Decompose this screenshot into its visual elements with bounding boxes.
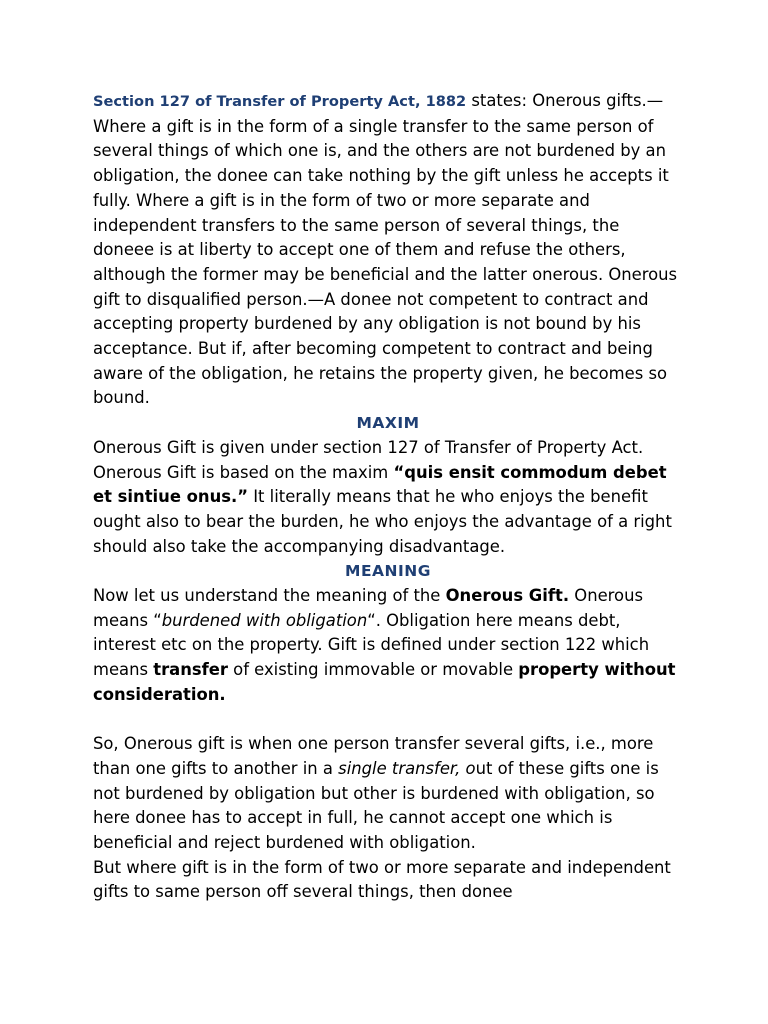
maxim-text-c: It literally means that he who enjoys the benefit ought also to bear the burden, he who enjoys the advantage of a right should also take the accompanying disadvantage. — [93, 487, 672, 556]
meaning-paragraph — [93, 584, 683, 708]
intro-paragraph — [93, 89, 683, 411]
explanation-text-c: ut of these gifts one is not burdened by obligation but other is burdened with obligation, so here donee has to accept in full, he cannot accept one which is beneficial and reject burdened with obligation. — [93, 758, 659, 853]
meaning-text-c: Onerous means “ — [93, 586, 643, 630]
section-link[interactable]: Section 127 of Transfer of Property Act, 1882 — [93, 93, 467, 110]
meaning-text-g: of existing immovable or movable — [227, 660, 519, 680]
meaning-heading: MEANING — [345, 562, 431, 581]
maxim-text-a: Onerous Gift is given under section 127 of Transfer of Property Act. Onerous Gift is based on the maxim — [93, 437, 644, 482]
intro-text: states: Onerous gifts.—Where a gift is in the form of a single transfer to the same person of several things of which one is, and the others are not burdened by an obligation, the donee can take nothing by the gift unless he accepts it fully. Where a gift is in the form of two or more separate and independent transfers to the same person of several things, the doneee is at liberty to accept one of them and refuse the others, although the former may be beneficial and the latter onerous. Onerous gift to disqualified person.—A donee not competent to contract and accepting property burdened by any obligation is not bound by his acceptance. But if, after becoming competent to contract and being aware of the obligation, he retains the property given, he becomes so bound. — [93, 91, 678, 408]
explanation-text-a: So, Onerous gift is when one person transfer several gifts, i.e., more than one gifts to another in a — [93, 734, 654, 778]
meaning-text-a: Now let us understand the meaning of the — [93, 586, 446, 606]
paragraph-gap — [93, 708, 683, 733]
meaning-bold-transfer: transfer — [153, 660, 228, 680]
meaning-text-e: “. Obligation here means debt, interest etc on the property. Gift is defined under section 122 which means — [93, 610, 650, 680]
maxim-heading: MAXIM — [356, 414, 420, 433]
explanation-italic: single transfer, o — [338, 758, 476, 778]
document-body — [93, 89, 683, 905]
meaning-bold-property: property without consideration. — [93, 660, 676, 704]
maxim-paragraph — [93, 436, 683, 560]
meaning-italic: burdened with obligation — [161, 610, 368, 630]
explanation-paragraph — [93, 732, 683, 856]
closing-paragraph: But where gift is in the form of two or more separate and independent gifts to same person off several things, then donee — [93, 857, 671, 902]
maxim-quote: “quis ensit commodum debet et sintiue onus.” — [93, 462, 667, 507]
meaning-bold-onerous: Onerous Gift. — [445, 586, 570, 606]
